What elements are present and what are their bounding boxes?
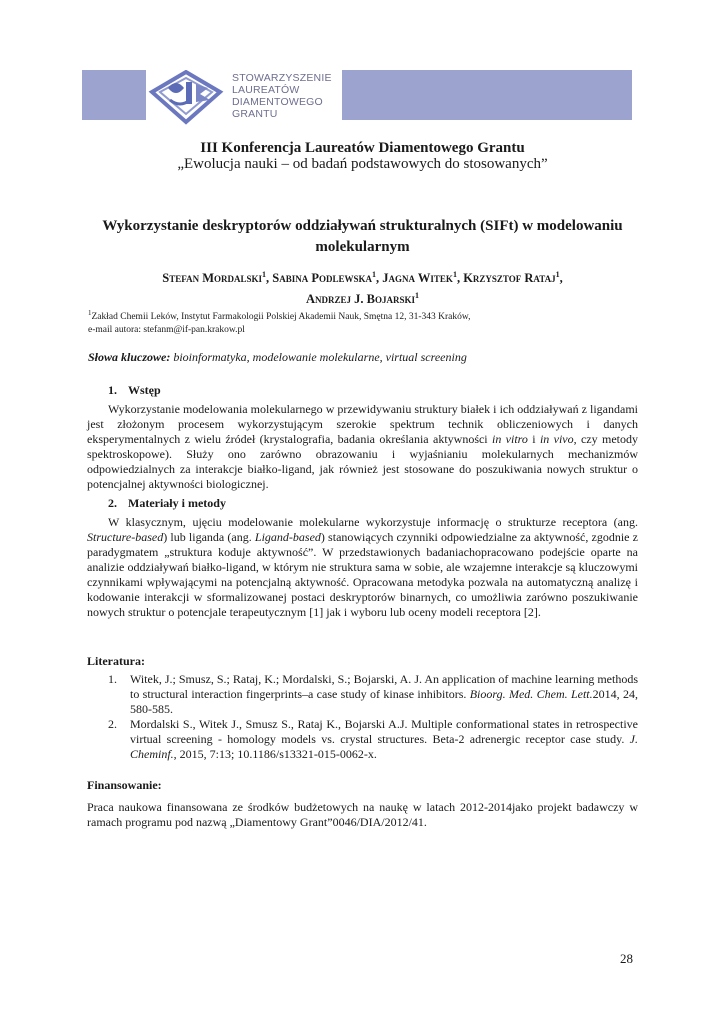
logo-line: GRANTU	[232, 108, 278, 120]
author-name: Krzysztof Rataj	[463, 271, 556, 286]
affiliation-text: Zakład Chemii Leków, Instytut Farmakologii Polskiej Akademii Nauk, Smętna 12, 31-343 Kraków,	[91, 312, 471, 323]
keywords-label: Słowa kluczowe:	[88, 350, 171, 364]
reference-item: 1. Witek, J.; Smusz, S.; Rataj, K.; Mordalski, S.; Bojarski, A. J. An application of machine learning methods to structural interaction fingerprints–a case study of kinase inhibitors. Bioorg. Med. Chem. Lett.2014, 24, 580-585.	[108, 672, 638, 716]
author-name: Jagna Witek	[382, 271, 453, 286]
logo-wordmark	[232, 72, 342, 120]
page-number: 28	[620, 951, 633, 966]
funding-text: Praca naukowa finansowana ze środków budżetowych na naukę w latach 2012-2014jako projekt badawczy w ramach programu pod nazwą „Diamentowy Grant”0046/DIA/2012/41.	[87, 800, 638, 829]
section-heading-methods: 2. Materiały i metody	[108, 496, 226, 510]
reference-item: 2. Mordalski S., Witek J., Smusz S., Rataj K., Bojarski A.J. Multiple conformational states in retrospective virtual screening - homology models vs. crystal structures. Beta-2 adrenergic receptor case study. J. Cheminf., 2015, 7:13; 10.1186/s13321-015-0062-x.	[108, 717, 638, 761]
methods-paragraph: W klasycznym, ujęciu modelowanie molekularne wykorzystuje informację o strukturze receptora (ang. Structure-based) lub liganda (ang. Ligand-based) stanowiących czynniki odpowiedzialne za aktywność, zgodnie z paradygmatem „struktura koduje aktywność”. W przedstawionych badaniachopracowano podejście oparte na analizie oddziaływań białko-ligand, w którym nie struktura sama w sobie, ale wzajemne interakcje są kluczowymi czynnikami wpływającymi na potencjalną aktywność. Opracowana metodyka pozwala na automatyczną analizę i kodowanie interakcji w sformalizowanej postaci deskryptorów binarnych, co umożliwia zarówno poszukiwanie nowych struktur o potencjale terapeutycznym [1] jak i wyboru lub oceny modeli receptora [2].	[87, 515, 638, 619]
author-name: Andrzej J. Bojarski	[305, 292, 415, 307]
association-logo	[146, 70, 342, 125]
keywords	[88, 350, 648, 365]
paper-title: Wykorzystanie deskryptorów oddziaływań strukturalnych (SIFt) w modelowaniu molekularnym	[102, 218, 623, 255]
affiliation: $^1$Zakład Chemii Leków, Instytut Farmakologii Polskiej Akademii Nauk, Smętna 12, 31-343 Kraków, e-mail autora: stefanm@if-pan.krakow.pl	[88, 309, 471, 336]
author-name: Stefan Mordalski	[162, 271, 263, 286]
author-name: Sabina Podlewska	[272, 271, 373, 286]
logo-line: DIAMENTOWEGO	[232, 96, 323, 108]
logo-line: LAUREATÓW	[232, 84, 300, 96]
author-list: Stefan Mordalski$^1$, Sabina Podlewska$^1$, Jagna Witek$^1$, Krzysztof Rataj$^1$, Andrzej J. Bojarski$^1$	[162, 270, 563, 307]
keywords-text: bioinformatyka, modelowanie molekularne, virtual screening	[170, 350, 467, 364]
section-heading-intro: 1. Wstęp	[108, 383, 161, 397]
references-heading: Literatura:	[87, 654, 145, 668]
conference-title: III Konferencja Laureatów Diamentowego Grantu	[200, 140, 525, 156]
conference-subtitle: „Ewolucja nauki – od badań podstawowych do stosowanych”	[177, 156, 548, 172]
intro-paragraph: Wykorzystanie modelowania molekularnego w przewidywaniu struktury białek i ich oddziaływań z ligandami jest złożonym procesem wykorzystującym szerokie spektrum technik obliczeniowych i danych eksperymentalnych z wielu źródeł (krystalografia, badania określania aktywności in vitro i in vivo, czy metody spektroskopowe). Służy ono zarówno obrazowaniu i wyjaśnianiu molekularnych mechanizmów odpowiedzialnych za interakcje białko-ligand, jak również jest stosowane do poszukiwania nowych struktur o potencjalnej aktywności biologicznej.	[87, 402, 638, 491]
funding-heading: Finansowanie:	[87, 778, 162, 792]
logo-line: STOWARZYSZENIE	[232, 72, 332, 84]
logo-emblem-icon	[146, 70, 232, 125]
author-email: e-mail autora: stefanm@if-pan.krakow.pl	[88, 325, 245, 336]
